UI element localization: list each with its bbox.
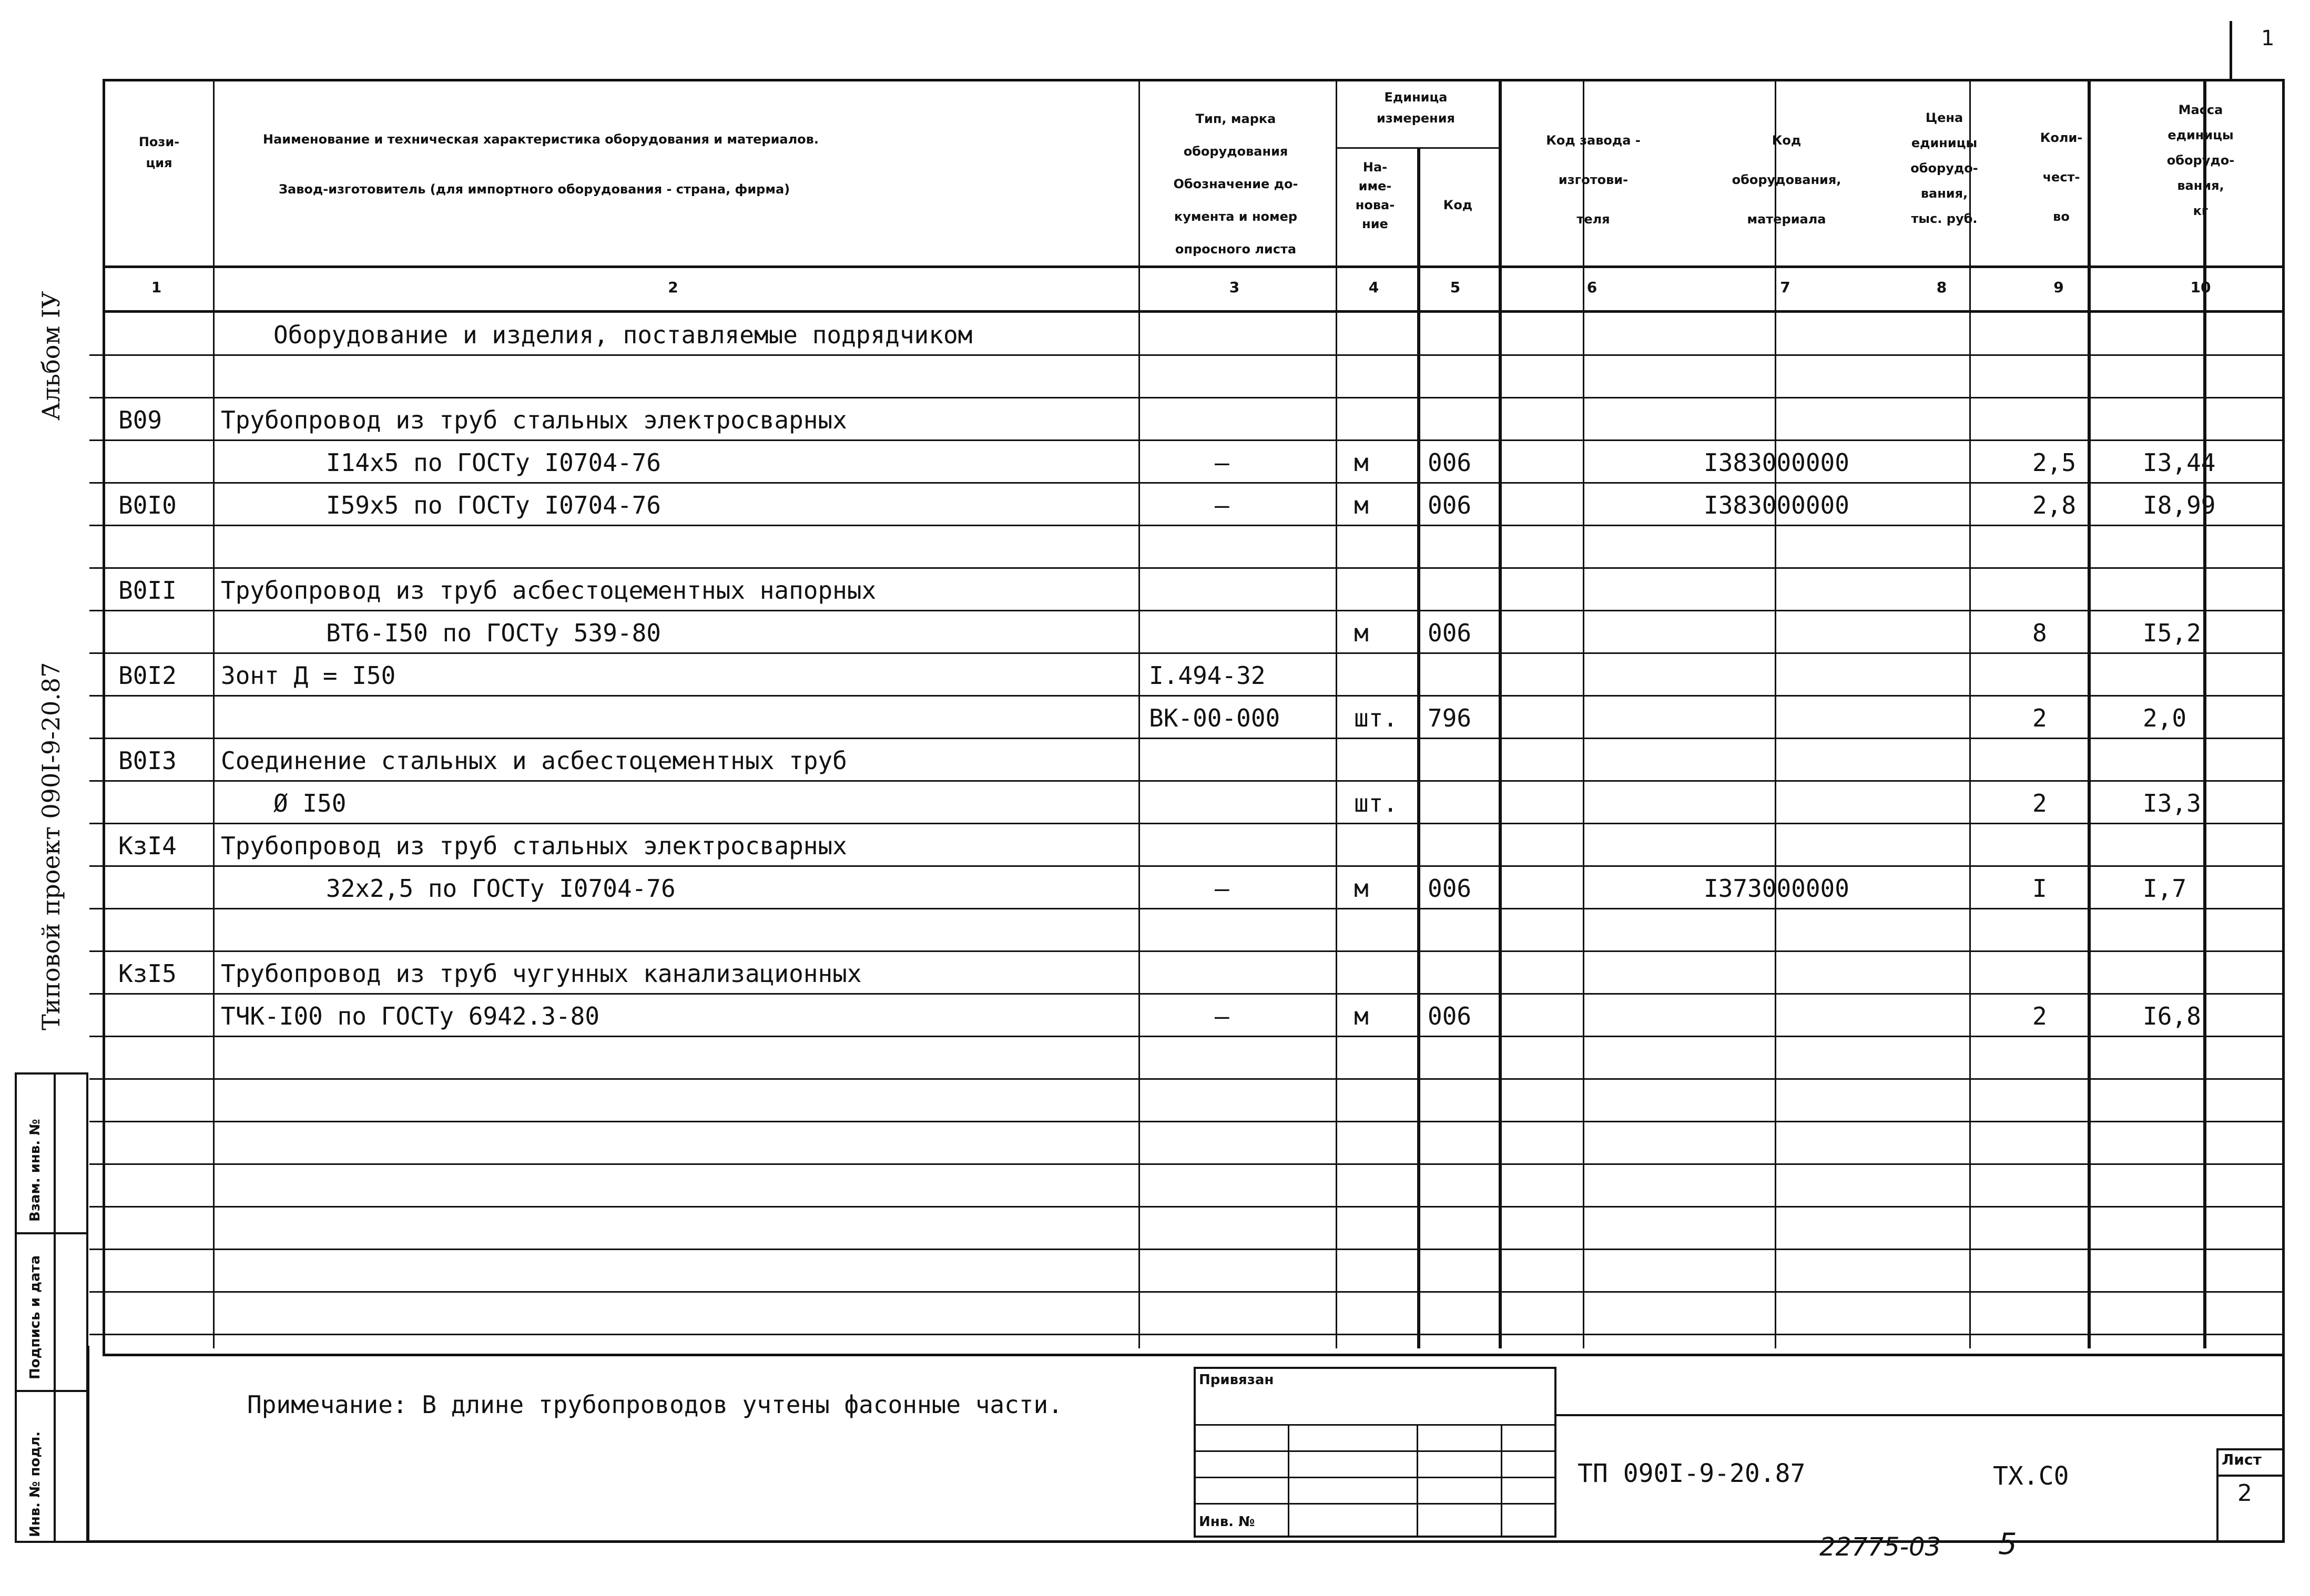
- sheet-label: Лист: [2222, 1451, 2262, 1468]
- mass-cell: I8,99: [2143, 491, 2216, 519]
- row-separator: [89, 950, 2285, 952]
- unit-code-cell: 006: [1428, 619, 1472, 647]
- approval-strip: [15, 1072, 88, 1543]
- header-unit-code: Код: [1443, 198, 1473, 212]
- row-separator: [89, 908, 2285, 909]
- footer-note: Примечание: В длине трубопроводов учтены фасонные части.: [247, 1390, 1063, 1419]
- binding-stamp: [1194, 1367, 1556, 1538]
- equipment-code-cell: I373000000: [1704, 874, 1849, 903]
- unit-name-cell: м: [1354, 619, 1369, 647]
- mass-cell: I5,2: [2143, 619, 2201, 647]
- quantity-cell: 2: [2032, 704, 2047, 732]
- album-label: Альбом IУ: [37, 291, 65, 421]
- row-separator: [89, 567, 2285, 569]
- sheet-number: 2: [2237, 1480, 2252, 1507]
- unit-code-cell: 006: [1428, 874, 1472, 903]
- quantity-cell: I: [2032, 874, 2047, 903]
- unit-code-cell: 006: [1428, 1002, 1472, 1030]
- name-cell: Зонт Д = I50: [221, 661, 396, 690]
- name-cell: Трубопровод из труб стальных электросварных: [221, 406, 847, 434]
- stamp-inventory-label: Инв. №: [1199, 1514, 1255, 1530]
- header-unit-mass: Масса единицы оборудо- вания, кг: [2166, 103, 2235, 218]
- column-number-9: 9: [2053, 279, 2064, 296]
- position-cell: В0I0: [118, 491, 177, 519]
- unit-code-cell: 006: [1428, 491, 1472, 519]
- name-cell: Ø I50: [273, 789, 347, 817]
- type-cell: –: [1215, 448, 1229, 477]
- blank-row-separator: [89, 1163, 2285, 1165]
- column-number-3: 3: [1229, 279, 1240, 296]
- mass-cell: I,7: [2143, 874, 2187, 903]
- position-cell: В09: [118, 406, 162, 434]
- inventory-original-label: Инв. № подл.: [27, 1431, 43, 1537]
- equipment-code-cell: I383000000: [1704, 448, 1849, 477]
- name-cell: I14x5 по ГОСТу I0704-76: [326, 448, 661, 477]
- row-separator: [89, 993, 2285, 995]
- header-plant-code: Код завода - изготови- теля: [1546, 133, 1641, 227]
- row-separator: [89, 354, 2285, 356]
- header-unit-price: Цена единицы оборудо- вания, тыс. руб.: [1910, 110, 1978, 226]
- column-number-4: 4: [1368, 279, 1379, 296]
- signature-date-label: Подпись и дата: [27, 1255, 43, 1379]
- sheet-divider: [2216, 1475, 2285, 1477]
- blank-row-separator: [89, 1121, 2285, 1122]
- header-unit-group: Единица измерения: [1377, 90, 1455, 126]
- position-cell: В0I3: [118, 746, 177, 775]
- column-number-10: 10: [2190, 279, 2211, 296]
- mass-cell: I3,44: [2143, 448, 2216, 477]
- row-separator: [89, 652, 2285, 654]
- unit-name-cell: м: [1354, 491, 1369, 519]
- stamp-title: Привязан: [1199, 1372, 1274, 1388]
- replaced-inventory-label: Взам. инв. №: [27, 1119, 43, 1222]
- corner-line: [2230, 21, 2232, 79]
- type-cell: –: [1215, 1002, 1229, 1030]
- column-number-6: 6: [1586, 279, 1597, 296]
- header-equipment-code: Код оборудования, материала: [1732, 133, 1841, 227]
- mass-cell: I3,3: [2143, 789, 2201, 817]
- archive-number: 22775-03: [1819, 1532, 1941, 1562]
- type-cell: –: [1215, 874, 1229, 903]
- name-cell: ТЧК-I00 по ГОСТу 6942.3-80: [221, 1002, 600, 1030]
- blank-row-separator: [89, 1206, 2285, 1208]
- unit-code-cell: 796: [1428, 704, 1472, 732]
- name-cell: I59x5 по ГОСТу I0704-76: [326, 491, 661, 519]
- blank-row-separator: [89, 1249, 2285, 1250]
- name-cell: 32x2,5 по ГОСТу I0704-76: [326, 874, 676, 903]
- column-number-5: 5: [1450, 279, 1461, 296]
- header-unit-name: На- име- нова- ние: [1355, 160, 1395, 231]
- header-quantity: Коли- чест- во: [2040, 130, 2083, 224]
- unit-name-cell: м: [1354, 1002, 1369, 1030]
- row-separator: [89, 610, 2285, 611]
- column-number-8: 8: [1936, 279, 1947, 296]
- quantity-cell: 2,5: [2032, 448, 2077, 477]
- row-separator: [89, 823, 2285, 824]
- position-cell: В0I2: [118, 661, 177, 690]
- quantity-cell: 8: [2032, 619, 2047, 647]
- type-cell: –: [1215, 491, 1229, 519]
- name-cell: Трубопровод из труб чугунных канализационных: [221, 959, 862, 988]
- mass-cell: 2,0: [2143, 704, 2187, 732]
- archive-page: 5: [1998, 1527, 2017, 1561]
- column-number-7: 7: [1780, 279, 1790, 296]
- project-code: ТП 090I-9-20.87: [1578, 1459, 1806, 1488]
- unit-name-cell: м: [1354, 874, 1369, 903]
- row-separator: [89, 397, 2285, 398]
- header-name-line2: Завод-изготовитель (для импортного оборудования - страна, фирма): [279, 182, 790, 197]
- header-type-mark: Тип, марка оборудования Обозначение до- кумента и номер опросного листа: [1173, 111, 1298, 257]
- row-separator: [89, 1036, 2285, 1037]
- column-number-2: 2: [668, 279, 678, 296]
- corner-number: 1: [2261, 26, 2275, 50]
- header-position: Пози- ция: [138, 135, 180, 170]
- position-cell: КзI5: [118, 959, 177, 988]
- title-block-frame: [87, 1346, 2285, 1543]
- name-cell: Оборудование и изделия, поставляемые подрядчиком: [273, 321, 973, 349]
- type-cell: ВК-00-000: [1149, 704, 1280, 732]
- equipment-code-cell: I383000000: [1704, 491, 1849, 519]
- row-separator: [89, 780, 2285, 782]
- name-cell: Трубопровод из труб стальных электросварных: [221, 832, 847, 860]
- mass-cell: I6,8: [2143, 1002, 2201, 1030]
- name-cell: Соединение стальных и асбестоцементных труб: [221, 746, 847, 775]
- row-separator: [89, 865, 2285, 867]
- position-cell: КзI4: [118, 832, 177, 860]
- blank-row-separator: [89, 1078, 2285, 1080]
- position-cell: В0II: [118, 576, 177, 605]
- name-cell: ВТ6-I50 по ГОСТу 539-80: [326, 619, 661, 647]
- row-separator: [89, 482, 2285, 484]
- type-cell: I.494-32: [1149, 661, 1266, 690]
- quantity-cell: 2,8: [2032, 491, 2077, 519]
- document-mark: ТХ.С0: [1993, 1461, 2069, 1491]
- blank-row-separator: [89, 1291, 2285, 1293]
- column-number-1: 1: [151, 279, 162, 296]
- unit-name-cell: шт.: [1354, 704, 1398, 732]
- row-separator: [89, 738, 2285, 739]
- project-label: Типовой проект 090I-9-20.87: [37, 662, 65, 1030]
- unit-name-cell: м: [1354, 448, 1369, 477]
- title-block-divider: [1556, 1414, 2285, 1416]
- row-separator: [89, 525, 2285, 526]
- header-name-line1: Наименование и техническая характеристика оборудования и материалов.: [263, 132, 819, 147]
- unit-name-cell: шт.: [1354, 789, 1398, 817]
- blank-row-separator: [89, 1334, 2285, 1335]
- quantity-cell: 2: [2032, 789, 2047, 817]
- quantity-cell: 2: [2032, 1002, 2047, 1030]
- name-cell: Трубопровод из труб асбестоцементных напорных: [221, 576, 877, 605]
- unit-code-cell: 006: [1428, 448, 1472, 477]
- row-separator: [89, 439, 2285, 441]
- row-separator: [89, 695, 2285, 697]
